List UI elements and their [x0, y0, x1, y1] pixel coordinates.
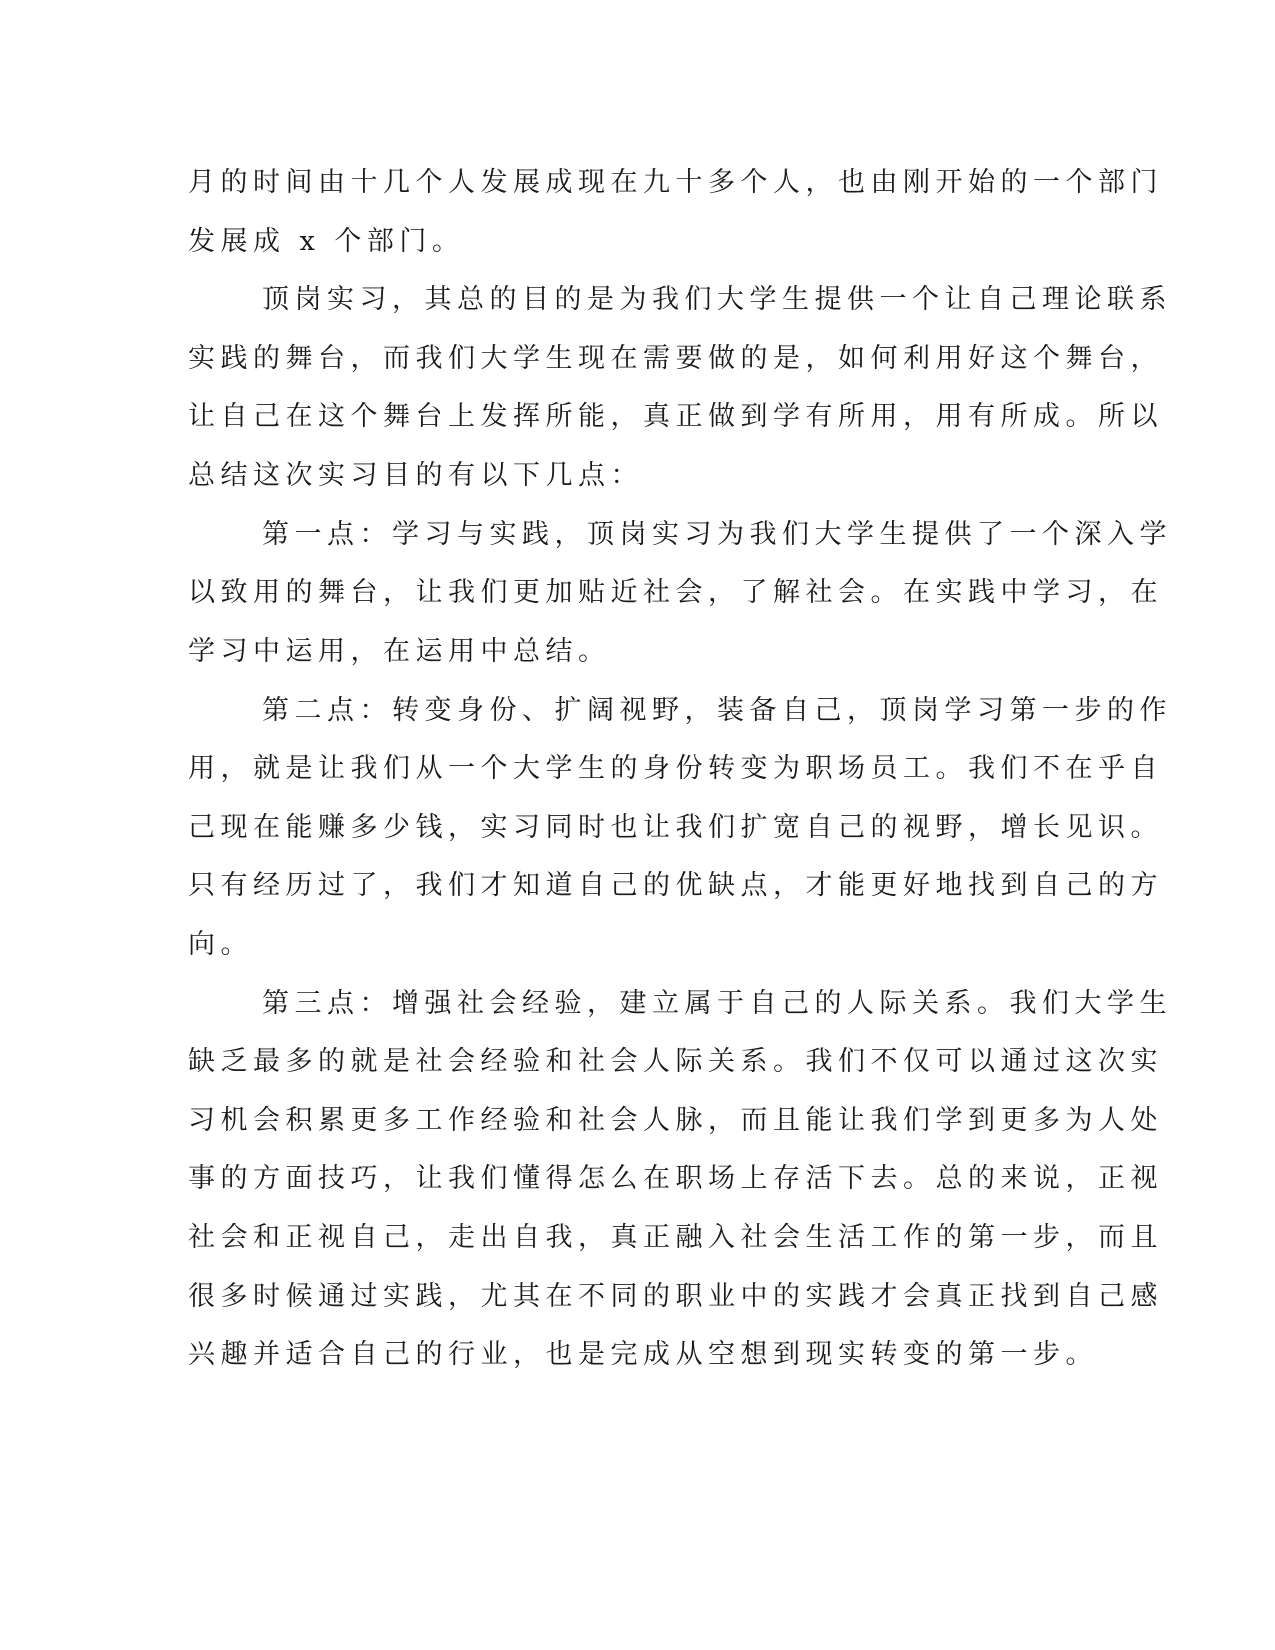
text-line-4: 实践的舞台，而我们大学生现在需要做的是，如何利用好这个舞台，	[188, 343, 1163, 374]
text-line-17: 习机会积累更多工作经验和社会人脉，而且能让我们学到更多为人处	[188, 1105, 1163, 1136]
text-line-6: 总结这次实习目的有以下几点：	[188, 460, 643, 491]
text-line-13: 只有经历过了，我们才知道自己的优缺点，才能更好地找到自己的方	[188, 870, 1163, 901]
text-line-18: 事的方面技巧，让我们懂得怎么在职场上存活下去。总的来说，正视	[188, 1163, 1163, 1194]
text-line-5: 让自己在这个舞台上发挥所能，真正做到学有所用，用有所成。所以	[188, 401, 1163, 432]
text-line-20: 很多时候通过实践，尤其在不同的职业中的实践才会真正找到自己感	[188, 1281, 1163, 1312]
point-one-heading-line: 第一点：学习与实践，顶岗实习为我们大学生提供了一个深入学	[262, 519, 1172, 550]
text-line-1: 月的时间由十几个人发展成现在九十多个人，也由刚开始的一个部门	[188, 167, 1163, 198]
text-line-16: 缺乏最多的就是社会经验和社会人际关系。我们不仅可以通过这次实	[188, 1046, 1163, 1077]
text-line-2: 发展成 x 个部门。	[188, 226, 465, 257]
text-line-12: 己现在能赚多少钱，实习同时也让我们扩宽自己的视野，增长见识。	[188, 812, 1163, 843]
text-line-19: 社会和正视自己，走出自我，真正融入社会生活工作的第一步，而且	[188, 1222, 1163, 1253]
text-line-8: 以致用的舞台，让我们更加贴近社会，了解社会。在实践中学习，在	[188, 577, 1163, 608]
paragraph-start-line: 顶岗实习，其总的目的是为我们大学生提供一个让自己理论联系	[262, 284, 1172, 315]
text-line-9: 学习中运用，在运用中总结。	[188, 636, 611, 667]
text-line-14: 向。	[188, 929, 253, 960]
text-line-21: 兴趣并适合自己的行业，也是完成从空想到现实转变的第一步。	[188, 1339, 1098, 1370]
text-line-11: 用，就是让我们从一个大学生的身份转变为职场员工。我们不在乎自	[188, 753, 1163, 784]
point-three-heading-line: 第三点：增强社会经验，建立属于自己的人际关系。我们大学生	[262, 988, 1172, 1019]
point-two-heading-line: 第二点：转变身份、扩阔视野，装备自己，顶岗学习第一步的作	[262, 695, 1172, 726]
